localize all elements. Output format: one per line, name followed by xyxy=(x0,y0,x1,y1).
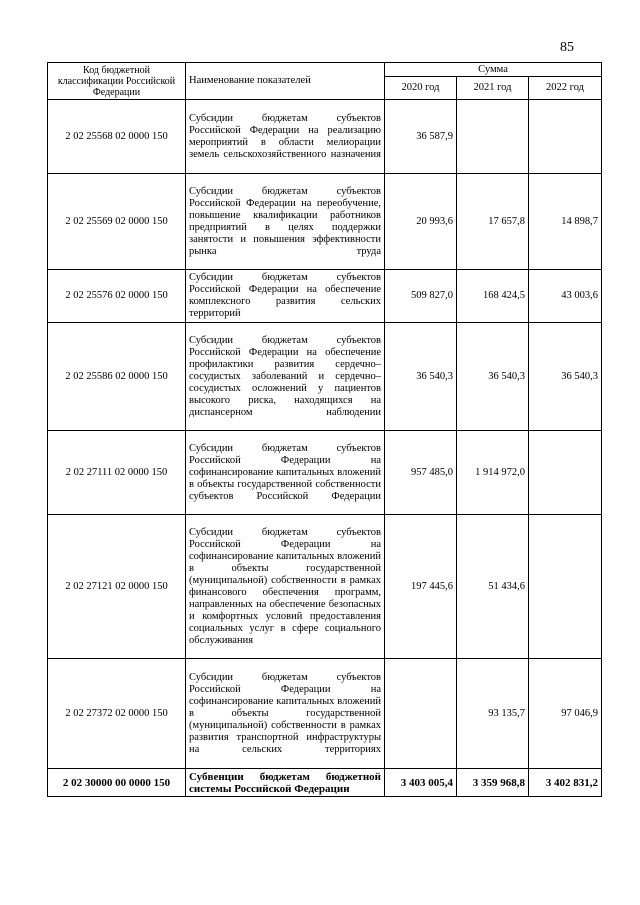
row-value-2022: 3 402 831,2 xyxy=(529,769,602,797)
row-value-2021: 17 657,8 xyxy=(457,174,529,270)
row-value-2021: 36 540,3 xyxy=(457,323,529,431)
row-value-2020: 197 445,6 xyxy=(385,515,457,659)
row-code: 2 02 25569 02 0000 150 xyxy=(48,174,186,270)
table-row xyxy=(48,515,602,659)
row-code: 2 02 25568 02 0000 150 xyxy=(48,100,186,174)
row-value-2022 xyxy=(529,100,602,174)
row-value-2022: 43 003,6 xyxy=(529,270,602,323)
row-value-2021: 51 434,6 xyxy=(457,515,529,659)
row-value-2020: 509 827,0 xyxy=(385,270,457,323)
table-header xyxy=(48,63,602,100)
table-row xyxy=(48,323,602,431)
header-year-2020: 2020 год xyxy=(385,77,457,100)
header-sum: Сумма xyxy=(385,63,602,77)
row-value-2021 xyxy=(457,100,529,174)
row-code: 2 02 25576 02 0000 150 xyxy=(48,270,186,323)
row-value-2020: 3 403 005,4 xyxy=(385,769,457,797)
table-row xyxy=(48,100,602,174)
row-name: Субсидии бюджетам субъектов Российской Федерации на софинансирование капитальных вложений в объекты государственной собственности субъектов Российской Федерации xyxy=(186,431,385,515)
row-code: 2 02 27121 02 0000 150 xyxy=(48,515,186,659)
row-value-2021: 168 424,5 xyxy=(457,270,529,323)
row-value-2022: 14 898,7 xyxy=(529,174,602,270)
row-value-2022: 97 046,9 xyxy=(529,659,602,769)
table-body xyxy=(48,100,602,797)
row-name: Субсидии бюджетам субъектов Российской Федерации на обеспечение комплексного развития сельских территорий xyxy=(186,270,385,323)
row-value-2020: 20 993,6 xyxy=(385,174,457,270)
header-name: Наименование показателей xyxy=(186,63,385,100)
row-name: Субсидии бюджетам субъектов Российской Федерации на обеспечение профилактики развития сердечно–сосудистых заболеваний и сердечно–сосудистых осложнений у пациентов высокого риска, находящихся на диспансерном наблюдении xyxy=(186,323,385,431)
header-year-2022: 2022 год xyxy=(529,77,602,100)
row-value-2020: 36 587,9 xyxy=(385,100,457,174)
row-value-2020 xyxy=(385,659,457,769)
row-value-2021: 93 135,7 xyxy=(457,659,529,769)
row-name: Субсидии бюджетам субъектов Российской Федерации на переобучение, повышение квалификации работников предприятий в целях поддержки занятости и повышения эффективности рынка труда xyxy=(186,174,385,270)
row-code: 2 02 30000 00 0000 150 xyxy=(48,769,186,797)
row-name: Субсидии бюджетам субъектов Российской Федерации на софинансирование капитальных вложений в объекты государственной (муниципальной) собственности в рамках развития транспортной инфраструктуры на сельских территориях xyxy=(186,659,385,769)
table-row xyxy=(48,174,602,270)
row-code: 2 02 27372 02 0000 150 xyxy=(48,659,186,769)
row-value-2020: 957 485,0 xyxy=(385,431,457,515)
row-value-2021: 1 914 972,0 xyxy=(457,431,529,515)
table-row xyxy=(48,431,602,515)
row-value-2022 xyxy=(529,515,602,659)
row-code: 2 02 27111 02 0000 150 xyxy=(48,431,186,515)
row-value-2020: 36 540,3 xyxy=(385,323,457,431)
table-row-total xyxy=(48,769,602,797)
table-row xyxy=(48,659,602,769)
row-name: Субвенции бюджетам бюджетной системы Российской Федерации xyxy=(186,769,385,797)
row-name: Субсидии бюджетам субъектов Российской Федерации на реализацию мероприятий в области мелиорации земель сельскохозяйственного назначения xyxy=(186,100,385,174)
row-name: Субсидии бюджетам субъектов Российской Федерации на софинансирование капитальных вложений в объекты государственной (муниципальной) собственности в рамках финансового обеспечения программ, направленных на обеспечение безопасных и комфортных условий предоставления социальных услуг в сфере социального обслуживания xyxy=(186,515,385,659)
page-number: 85 xyxy=(560,40,574,55)
row-value-2022 xyxy=(529,431,602,515)
budget-table xyxy=(47,62,602,797)
row-value-2021: 3 359 968,8 xyxy=(457,769,529,797)
row-value-2022: 36 540,3 xyxy=(529,323,602,431)
row-code: 2 02 25586 02 0000 150 xyxy=(48,323,186,431)
table-row xyxy=(48,270,602,323)
header-year-2021: 2021 год xyxy=(457,77,529,100)
header-code: Код бюджетной классификации Российской Федерации xyxy=(48,63,186,100)
